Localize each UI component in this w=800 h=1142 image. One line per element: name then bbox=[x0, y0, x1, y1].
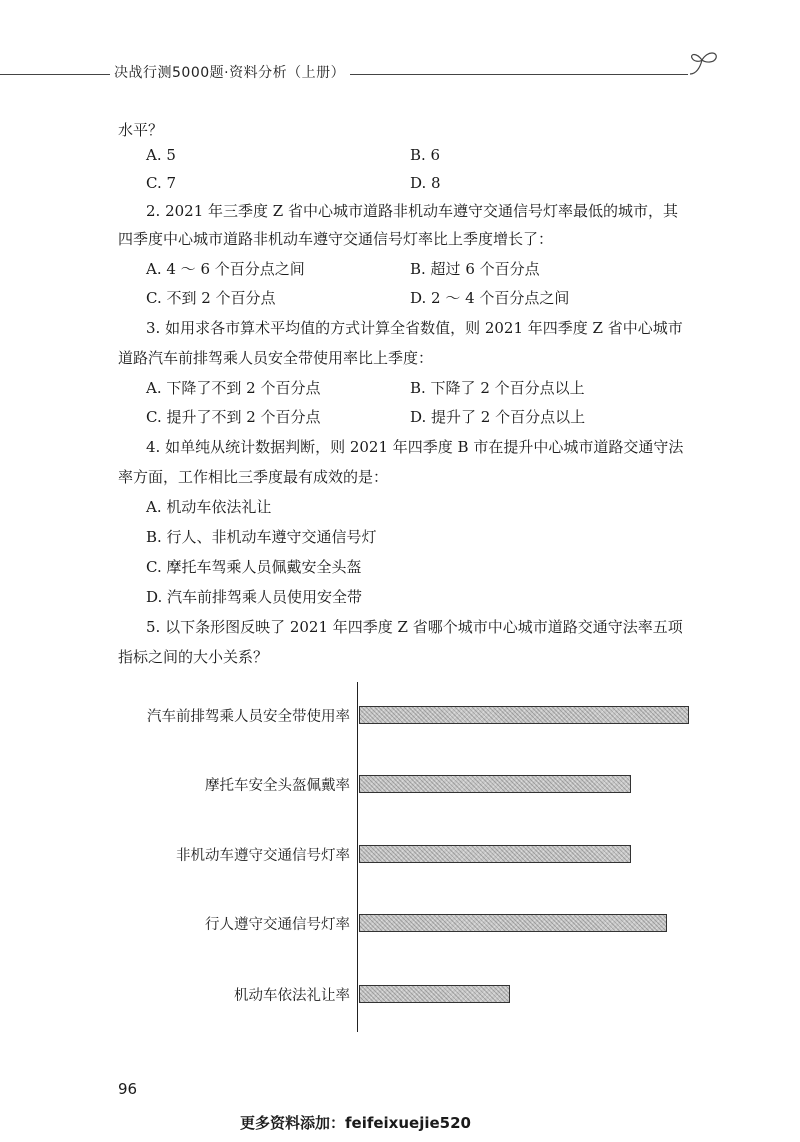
text-line: A. 5 bbox=[146, 146, 176, 164]
text-line: B. 6 bbox=[410, 146, 441, 164]
chart-category-label: 非机动车遵守交通信号灯率 bbox=[176, 848, 350, 864]
text-line: A. 机动车依法礼让 bbox=[146, 498, 272, 516]
header-rule-right bbox=[350, 74, 688, 75]
running-header bbox=[0, 62, 800, 86]
text-line: 率方面，工作相比三季度最有成效的是： bbox=[118, 468, 389, 486]
chart-bar bbox=[359, 845, 631, 863]
page-number: 96 bbox=[118, 1080, 138, 1098]
chart-bar bbox=[359, 775, 631, 793]
text-line: C. 摩托车驾乘人员佩戴安全头盔 bbox=[146, 558, 362, 576]
chart-axis bbox=[357, 682, 358, 1032]
header-title: 决战行测5000题·资料分析（上册） bbox=[114, 65, 346, 81]
chart-category-label: 机动车依法礼让率 bbox=[234, 988, 350, 1004]
text-line: C. 不到 2 个百分点 bbox=[146, 289, 276, 307]
text-line: 指标之间的大小关系？ bbox=[118, 648, 269, 666]
text-line: C. 提升了不到 2 个百分点 bbox=[146, 408, 321, 426]
text-line: 四季度中心城市道路非机动车遵守交通信号灯率比上季度增长了： bbox=[118, 230, 554, 248]
chart-bar bbox=[359, 985, 510, 1003]
chart-category-label: 摩托车安全头盔佩戴率 bbox=[205, 778, 350, 794]
text-line: 5. 以下条形图反映了 2021 年四季度 Z 省哪个城市中心城市道路交通守法率五项 bbox=[146, 618, 683, 636]
text-line: D. 8 bbox=[410, 174, 441, 192]
text-line: B. 行人、非机动车遵守交通信号灯 bbox=[146, 528, 377, 546]
text-line: 道路汽车前排驾乘人员安全带使用率比上季度： bbox=[118, 349, 434, 367]
text-line: 3. 如用求各市算术平均值的方式计算全省数值，则 2021 年四季度 Z 省中心城市 bbox=[146, 319, 683, 337]
text-line: D. 2 ～ 4 个百分点之间 bbox=[410, 289, 570, 307]
bar-chart bbox=[0, 680, 800, 1040]
text-line: D. 提升了 2 个百分点以上 bbox=[410, 408, 586, 426]
text-line: 2. 2021 年三季度 Z 省中心城市道路非机动车遵守交通信号灯率最低的城市，其 bbox=[146, 202, 678, 220]
text-line: 4. 如单纯从统计数据判断，则 2021 年四季度 B 市在提升中心城市道路交通守法 bbox=[146, 438, 684, 456]
chart-category-label: 汽车前排驾乘人员安全带使用率 bbox=[147, 709, 350, 725]
text-line: B. 超过 6 个百分点 bbox=[410, 260, 540, 278]
sprout-icon bbox=[686, 42, 722, 78]
chart-bar bbox=[359, 914, 667, 932]
chart-category-label: 行人遵守交通信号灯率 bbox=[205, 917, 350, 933]
header-rule-left bbox=[0, 74, 110, 75]
text-line: C. 7 bbox=[146, 174, 177, 192]
text-line: B. 下降了 2 个百分点以上 bbox=[410, 379, 585, 397]
text-line: A. 下降了不到 2 个百分点 bbox=[146, 379, 321, 397]
text-line: A. 4 ～ 6 个百分点之间 bbox=[146, 260, 305, 278]
footer-note: 更多资料添加：feifeixuejie520 bbox=[240, 1114, 471, 1132]
text-line: D. 汽车前排驾乘人员使用安全带 bbox=[146, 588, 363, 606]
text-line: 水平？ bbox=[118, 121, 164, 139]
chart-bar bbox=[359, 706, 689, 724]
